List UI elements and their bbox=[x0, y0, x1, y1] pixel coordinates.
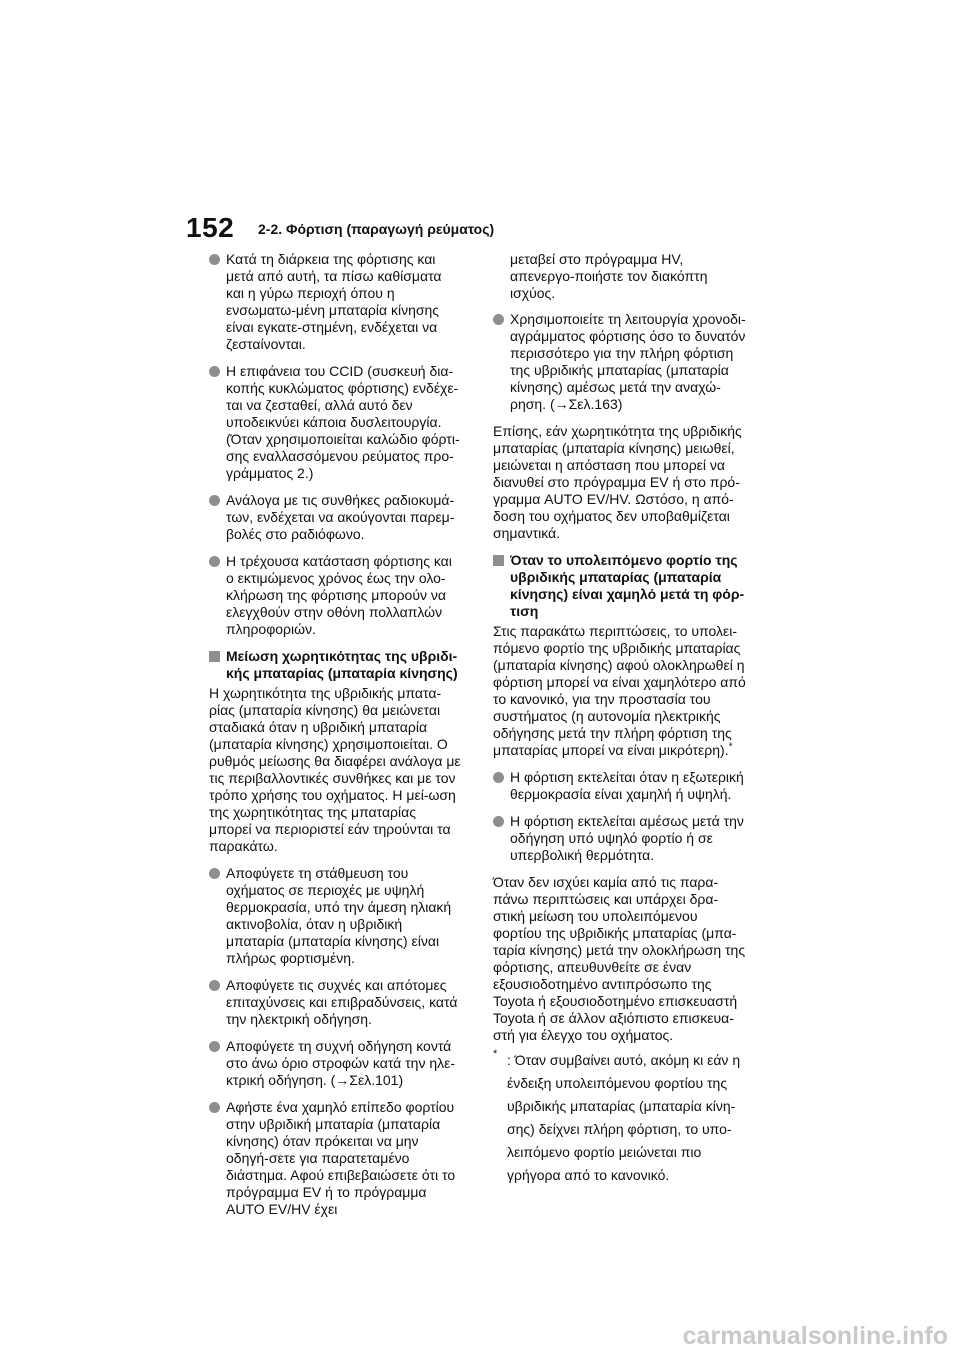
subsection-heading bbox=[209, 648, 462, 682]
bullet-item bbox=[209, 1038, 462, 1089]
page-number: 152 bbox=[186, 212, 235, 243]
bullet-text: Αποφύγετε τη συχνή οδήγηση κοντά στο άνω όριο στροφών κατά την ηλε-κτρική οδήγηση. (→Σελ.101) bbox=[226, 1038, 456, 1088]
heading-text: Μείωση χωρητικότητας της υβριδι-κής μπαταρίας (μπαταρία κίνησης) bbox=[226, 648, 458, 681]
bullet-item bbox=[493, 769, 746, 803]
bullet-dot-icon bbox=[493, 816, 504, 827]
bullet-dot-icon bbox=[209, 366, 220, 377]
footnote-text: : Όταν συμβαίνει αυτό, ακόμη κι εάν η ένδειξη υπολειπόμενου φορτίου της υβριδικής μπαταρίας (μπαταρία κίνη-σης) δείχνει πλήρη φόρτιση, το υπο-λειπόμενο φορτίο μειώνεται πιο γρήγορα από το κανονικό. bbox=[507, 1052, 741, 1183]
bullet-item bbox=[209, 251, 462, 353]
bullet-dot-icon bbox=[209, 556, 220, 567]
bullet-dot-icon bbox=[209, 1041, 220, 1052]
continued-bullet-text: μεταβεί στο πρόγραμμα HV, απενεργο-ποιήστε τον διακόπτη ισχύος. bbox=[510, 251, 708, 301]
heading-text: Όταν το υπολειπόμενο φορτίο της υβριδικής μπαταρίας (μπαταρία κίνησης) είναι χαμηλό μετά τη φόρ-τιση bbox=[510, 552, 745, 619]
bullet-dot-icon bbox=[209, 254, 220, 265]
bullet-dot-icon bbox=[209, 495, 220, 506]
bullet-text: Η φόρτιση εκτελείται όταν η εξωτερική θερμοκρασία είναι χαμηλή ή υψηλή. bbox=[510, 769, 744, 802]
watermark: carmanualsonline.info bbox=[682, 1322, 948, 1350]
bullet-dot-icon bbox=[209, 980, 220, 991]
bullet-text: Ανάλογα με τις συνθήκες ραδιοκυμά-των, ενδέχεται να ακούγονται παρεμ-βολές στο ραδιόφωνο. bbox=[226, 492, 455, 542]
bullet-text: Αποφύγετε τη στάθμευση του οχήματος σε περιοχές με υψηλή θερμοκρασία, υπό την άμεση ηλιακή ακτινοβολία, όταν η υβριδική μπαταρία (μπαταρία κίνησης) είναι πλήρως φορτισμένη. bbox=[226, 865, 452, 966]
bullet-item bbox=[209, 1099, 462, 1218]
bullet-item bbox=[209, 492, 462, 543]
bullet-dot-icon bbox=[209, 868, 220, 879]
square-bullet-icon bbox=[209, 651, 220, 662]
paragraph: Η χωρητικότητα της υβριδικής μπατα-ρίας (μπαταρία κίνησης) θα μειώνεται σταδιακά όταν η υβριδική μπαταρία (μπαταρία κίνησης) χρησιμοποιείται. Ο ρυθμός μείωσης θα διαφέρει ανάλογα με τις περιβαλλοντικές συνθήκες και με τον τρόπο χρήσης του οχήματος. Η μεί-ωση της χωρητικότητας της μπαταρίας μπορεί να περιοριστεί εάν τηρούνται τα παρακάτω. bbox=[209, 685, 461, 854]
bullet-text: Η επιφάνεια του CCID (συσκευή δια-κοπής κυκλώματος φόρτισης) ενδέχε-ται να ζεσταθεί, αλλά αυτό δεν υποδεικνύει κάποια δυσλειτουργία. (Όταν χρησιμοποιείται καλώδιο φόρτι-σης εναλλασσόμενου ρεύματος προ-γράμματος 2.) bbox=[226, 363, 460, 481]
bullet-text: Αποφύγετε τις συχνές και απότομες επιταχύνσεις και επιβραδύνσεις, κατά την ηλεκτρική οδήγηση. bbox=[226, 977, 458, 1027]
subsection-heading bbox=[493, 552, 746, 620]
bullet-item bbox=[209, 553, 462, 638]
paragraph: Όταν δεν ισχύει καμία από τις παρα-πάνω περιπτώσεις και υπάρχει δρα-στική μείωση του υπολειπόμενου φορτίου της υβριδικής μπαταρίας (μπα-ταρία κίνησης) μετά την ολοκλήρωση της φόρτισης, απευθυνθείτε σε έναν εξουσιοδοτημένο αντιπρόσωπο της Toyota ή εξουσιοδοτημένο επισκευαστή Toyota ή σε άλλον αξιόπιστο επισκευα-στή για έλεγχο του οχήματος. bbox=[493, 874, 746, 1043]
bullet-item bbox=[493, 813, 746, 864]
bullet-text: Κατά τη διάρκεια της φόρτισης και μετά από αυτή, τα πίσω καθίσματα και η γύρω περιοχή όπου η ενσωματω-μένη μπαταρία κίνησης είναι εγκατε-στημένη, ενδέχεται να ζεσταίνονται. bbox=[226, 251, 442, 352]
footnote bbox=[493, 1049, 746, 1187]
bullet-text: Αφήστε ένα χαμηλό επίπεδο φορτίου στην υβριδική μπαταρία (μπαταρία κίνησης) όταν πρόκειται να μην οδηγή-σετε για παρατεταμένο διάστημα. Αφού επιβεβαιώσετε ότι το πρόγραμμα EV ή το πρόγραμμα AUTO EV/HV έχει bbox=[226, 1099, 456, 1217]
bullet-text: Η φόρτιση εκτελείται αμέσως μετά την οδήγηση υπό υψηλό φορτίο ή σε υπερβολική θερμότητα. bbox=[510, 813, 744, 863]
bullet-item bbox=[493, 311, 746, 413]
bullet-dot-icon bbox=[209, 1102, 220, 1113]
bullet-item bbox=[209, 977, 462, 1028]
right-column bbox=[493, 251, 746, 1187]
paragraph: Επίσης, εάν χωρητικότητα της υβριδικής μπαταρίας (μπαταρία κίνησης) μειωθεί, μειώνεται η απόσταση που μπορεί να διανυθεί στο πρόγραμμα EV ή στο πρό-γραμμα AUTO EV/HV. Ωστόσο, η από-δοση του οχήματος δεν υποβαθμίζεται σημαντικά. bbox=[493, 423, 742, 541]
bullet-item bbox=[209, 865, 462, 967]
bullet-dot-icon bbox=[493, 772, 504, 783]
bullet-item bbox=[209, 363, 462, 482]
paragraph-text: Στις παρακάτω περιπτώσεις, το υπολει-πόμενο φορτίο της υβριδικής μπαταρίας (μπαταρία κίνησης) αφού ολοκληρωθεί η φόρτιση μπορεί να είναι χαμηλότερο από το κανονικό, για την προστασία του συστήματος (η αυτονομία ηλεκτρικής οδήγησης μετά την πλήρη φόρτιση της μπαταρίας μπορεί να είναι μικρότερη). bbox=[493, 623, 746, 758]
section-title: 2-2. Φόρτιση (παραγωγή ρεύματος) bbox=[258, 221, 495, 237]
bullet-text: Χρησιμοποιείτε τη λειτουργία χρονοδι-αγράμματος φόρτισης όσο το δυνατόν περισσότερο για την πλήρη φόρτιση της υβριδικής μπαταρίας (μπαταρία κίνησης) αμέσως μετά την αναχώ-ρηση. (→Σελ.163) bbox=[510, 311, 746, 412]
footnote-marker: * bbox=[728, 741, 733, 753]
footnote-mark: * bbox=[493, 1048, 498, 1060]
left-column bbox=[209, 251, 462, 1228]
bullet-text: Η τρέχουσα κατάσταση φόρτισης και ο εκτιμώμενος χρόνος έως την ολο-κλήρωση της φόρτισης μπορούν να ελεγχθούν στην οθόνη πολλαπλών πληροφοριών. bbox=[226, 553, 452, 637]
paragraph bbox=[493, 623, 746, 759]
square-bullet-icon bbox=[493, 555, 504, 566]
bullet-dot-icon bbox=[493, 314, 504, 325]
